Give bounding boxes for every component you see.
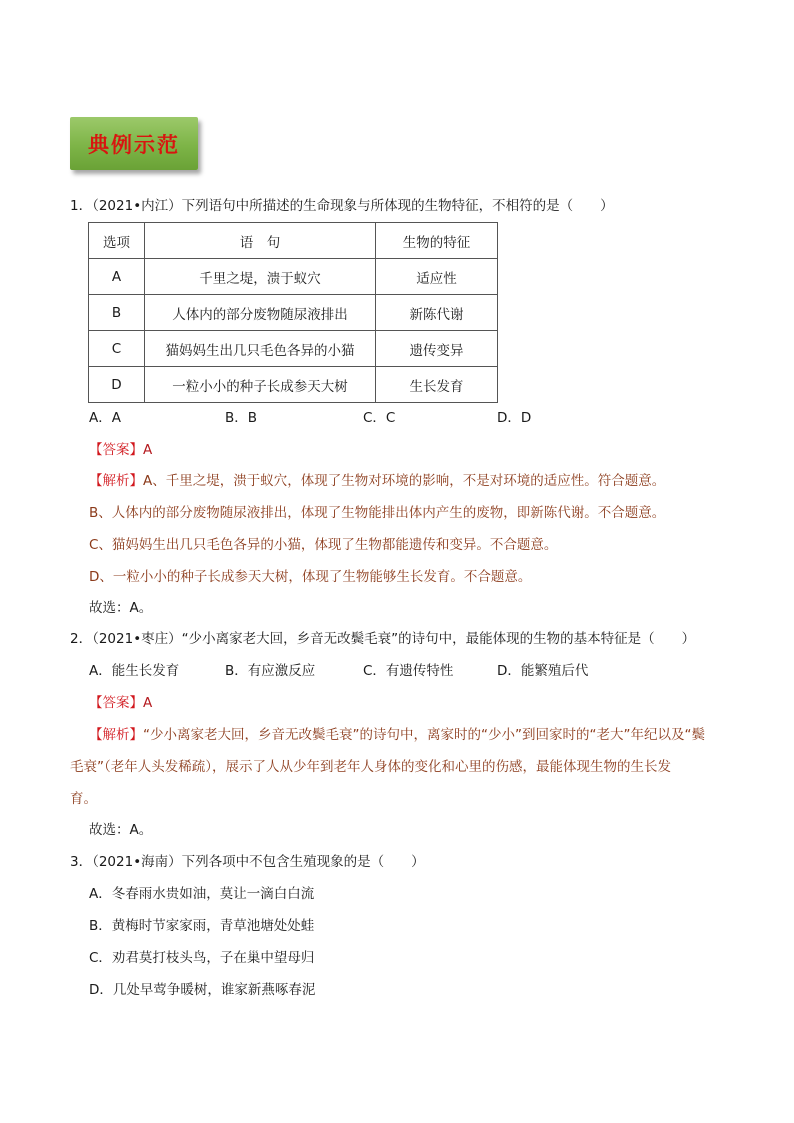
q2-choice-a: A．能生长发育 bbox=[89, 663, 180, 679]
answer-value: A bbox=[143, 695, 153, 711]
answer-value: A bbox=[143, 442, 153, 458]
table-cell: 千里之堤，溃于蚁穴 bbox=[145, 259, 376, 295]
table-cell: 适应性 bbox=[376, 259, 498, 295]
section-badge bbox=[70, 117, 198, 170]
table-header: 选项 bbox=[89, 223, 145, 259]
q3-choice-d: D．几处早莺争暖树，谁家新燕啄春泥 bbox=[89, 982, 316, 998]
q3-choice-a: A．冬春雨水贵如油，莫让一滴白白流 bbox=[89, 886, 315, 902]
q1-answer bbox=[89, 440, 152, 460]
table-cell: D bbox=[89, 367, 145, 403]
analysis-label: 【解析】 bbox=[89, 473, 143, 489]
table-cell: 新陈代谢 bbox=[376, 295, 498, 331]
section-badge-label: 典例示范 bbox=[88, 131, 180, 157]
q2-stem: 2．（2021•枣庄）“少小离家老大回，乡音无改鬓毛衰”的诗句中，最能体现的生物的基本特征是（ ） bbox=[70, 631, 696, 647]
table-row bbox=[89, 295, 498, 331]
table-cell: 人体内的部分废物随尿液排出 bbox=[145, 295, 376, 331]
table-header: 语 句 bbox=[145, 223, 376, 259]
table-cell: 生长发育 bbox=[376, 367, 498, 403]
answer-label: 【答案】 bbox=[89, 695, 143, 711]
q1-choice-c: C．C bbox=[363, 410, 396, 426]
table-cell: 遗传变异 bbox=[376, 331, 498, 367]
q2-choice-b: B．有应激反应 bbox=[225, 663, 316, 679]
table-cell: C bbox=[89, 331, 145, 367]
q3-choice-b: B．黄梅时节家家雨，青草池塘处处蛙 bbox=[89, 918, 315, 934]
q2-analysis-line-1 bbox=[89, 725, 705, 745]
q3-choice-c: C．劝君莫打枝头鸟，子在巢中望母归 bbox=[89, 950, 315, 966]
q1-analysis-line-2: B、人体内的部分废物随尿液排出，体现了生物能排出体内产生的废物，即新陈代谢。不合题意。 bbox=[89, 505, 666, 521]
q1-choice-d: D．D bbox=[497, 410, 532, 426]
q2-analysis-line-2: 毛衰”（老年人头发稀疏），展示了人从少年到老年人身体的变化和心里的伤感，最能体现生物的生长发 bbox=[70, 759, 671, 775]
table-cell: A bbox=[89, 259, 145, 295]
q1-options-table bbox=[88, 222, 498, 403]
q1-choice-a: A．A bbox=[89, 410, 121, 426]
analysis-text: A、千里之堤，溃于蚁穴，体现了生物对环境的影响，不是对环境的适应性。符合题意。 bbox=[143, 473, 666, 489]
table-header-row bbox=[89, 223, 498, 259]
q1-stem: 1．（2021•内江）下列语句中所描述的生命现象与所体现的生物特征，不相符的是（ ） bbox=[70, 198, 614, 214]
table-cell: 一粒小小的种子长成参天大树 bbox=[145, 367, 376, 403]
q3-stem: 3．（2021•海南）下列各项中不包含生殖现象的是（ ） bbox=[70, 854, 425, 870]
q2-choice-d: D．能繁殖后代 bbox=[497, 663, 589, 679]
table-row bbox=[89, 367, 498, 403]
table-cell: 猫妈妈生出几只毛色各异的小猫 bbox=[145, 331, 376, 367]
analysis-text: “少小离家老大回，乡音无改鬓毛衰”的诗句中，离家时的“少小”到回家时的“老大”年纪以及“鬓 bbox=[143, 727, 705, 743]
q1-choice-b: B．B bbox=[225, 410, 258, 426]
q1-analysis-line-1 bbox=[89, 471, 665, 491]
q1-analysis-line-4: D、一粒小小的种子长成参天大树，体现了生物能够生长发育。不合题意。 bbox=[89, 569, 532, 585]
q2-answer bbox=[89, 693, 152, 713]
q2-analysis-line-3: 育。 bbox=[70, 791, 97, 807]
table-cell: B bbox=[89, 295, 145, 331]
q2-choice-c: C．有遗传特性 bbox=[363, 663, 454, 679]
table-header: 生物的特征 bbox=[376, 223, 498, 259]
table-row bbox=[89, 331, 498, 367]
analysis-label: 【解析】 bbox=[89, 727, 143, 743]
q1-conclusion: 故选：A。 bbox=[89, 600, 153, 616]
q1-analysis-line-3: C、猫妈妈生出几只毛色各异的小猫，体现了生物都能遗传和变异。不合题意。 bbox=[89, 537, 558, 553]
q2-conclusion: 故选：A。 bbox=[89, 822, 153, 838]
table-row bbox=[89, 259, 498, 295]
answer-label: 【答案】 bbox=[89, 442, 143, 458]
